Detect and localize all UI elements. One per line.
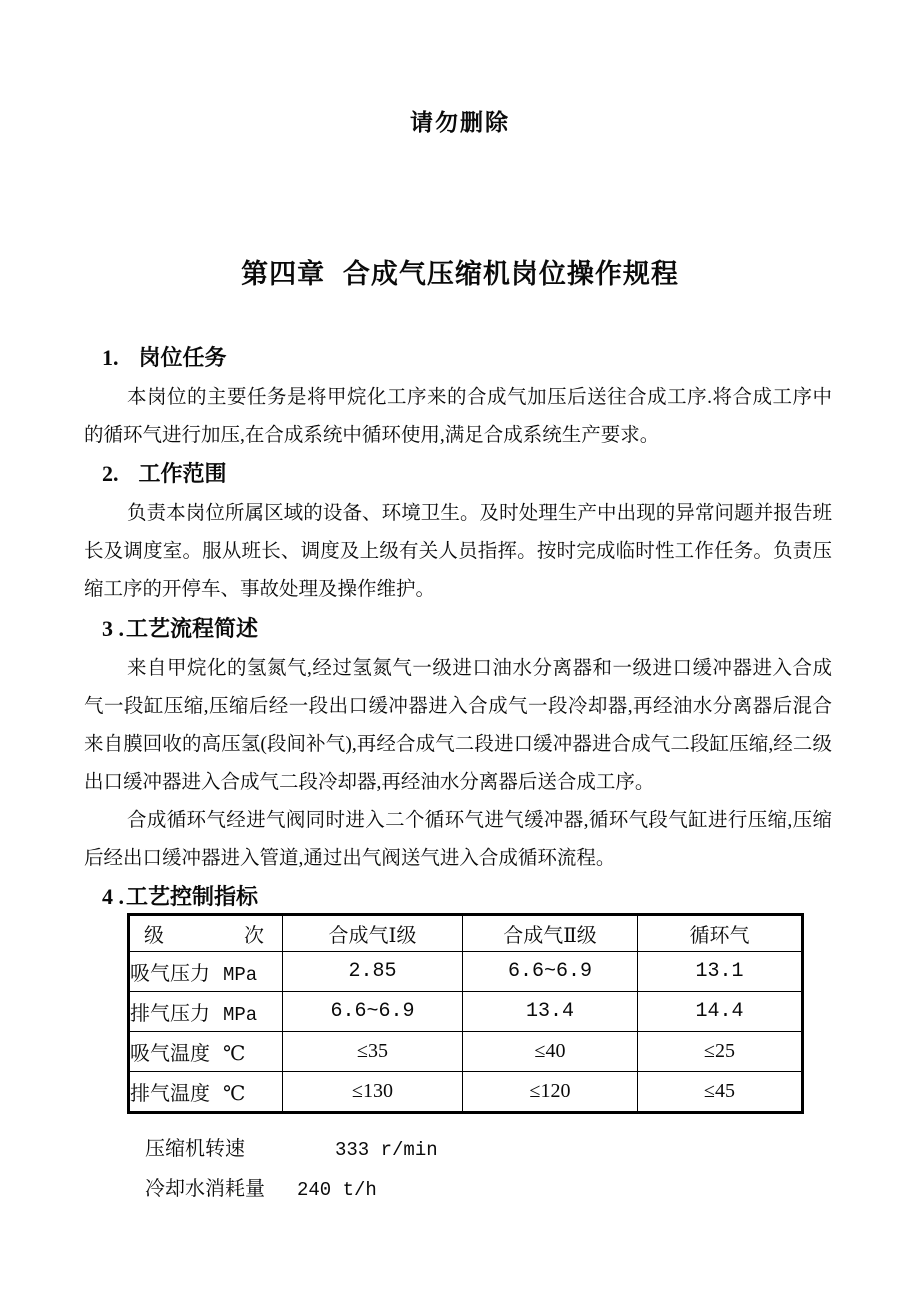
table-row-discharge-temperature: [129, 1072, 803, 1113]
spec-label: 冷却水消耗量: [145, 1178, 265, 1200]
row-unit: MPa: [223, 1004, 258, 1026]
process-control-table: [127, 913, 804, 1114]
section-number: 1.: [102, 345, 119, 370]
section-heading-4: [84, 882, 832, 912]
cell-value: 14.4: [638, 992, 803, 1032]
header-level-cell: [129, 915, 283, 952]
section-title: 工艺流程简述: [126, 616, 259, 641]
cell-value: 6.6~6.9: [463, 952, 638, 992]
spec-value: 333 r/min: [335, 1139, 438, 1161]
cell-value: ≤120: [463, 1072, 638, 1113]
row-label-cell: [129, 952, 283, 992]
section-number: 3 .: [102, 616, 124, 641]
section-heading-2: [84, 459, 832, 489]
header-syngas-stage1: 合成气Ⅰ级: [283, 915, 463, 952]
section-2-paragraph: 负责本岗位所属区域的设备、环境卫生。及时处理生产中出现的异常问题并报告班长及调度室。服从班长、调度及上级有关人员指挥。按时完成临时性工作任务。负责压缩工序的开停车、事故处理及操作维护。: [84, 503, 832, 600]
level-label-right: 次: [244, 925, 264, 947]
header-syngas-stage2: 合成气Ⅱ级: [463, 915, 638, 952]
spec-cooling-water-consumption: [145, 1170, 832, 1210]
level-label-left: 级: [144, 925, 164, 947]
section-3-paragraph-1: 来自甲烷化的氢氮气,经过氢氮气一级进口油水分离器和一级进口缓冲器进入合成气一段缸压缩,压缩后经一段出口缓冲器进入合成气一段冷却器,再经油水分离器后混合来自膜回收的高压氢(段间补气),再经合成气二段进口缓冲器进合成气二段缸压缩,经二级出口缓冲器进入合成气二段冷却器,再经油水分离器后送合成工序。: [84, 658, 832, 793]
section-heading-1: [84, 343, 832, 373]
cell-value: ≤25: [638, 1032, 803, 1072]
row-label: 吸气温度: [130, 1043, 210, 1065]
document-body: [84, 338, 832, 1210]
row-unit: MPa: [223, 964, 258, 986]
table-header-row: [129, 915, 803, 952]
cell-value: ≤130: [283, 1072, 463, 1113]
do-not-delete-notice: 请勿删除: [410, 110, 510, 135]
section-title: 工艺控制指标: [126, 884, 259, 909]
spec-compressor-speed: [145, 1130, 832, 1170]
section-1-paragraph: 本岗位的主要任务是将甲烷化工序来的合成气加压后送往合成工序.将合成工序中的循环气进行加压,在合成系统中循环使用,满足合成系统生产要求。: [84, 387, 832, 446]
row-label: 排气压力: [130, 1003, 210, 1025]
section-3-paragraph-2: 合成循环气经进气阀同时进入二个循环气进气缓冲器,循环气段气缸进行压缩,压缩后经出口缓冲器进入管道,通过出气阀送气进入合成循环流程。: [84, 810, 832, 869]
row-unit: ℃: [223, 1043, 246, 1065]
cell-value: ≤40: [463, 1032, 638, 1072]
table-row-discharge-pressure: [129, 992, 803, 1032]
row-label-cell: [129, 992, 283, 1032]
cell-value: ≤45: [638, 1072, 803, 1113]
row-unit: ℃: [223, 1083, 246, 1105]
cell-value: 13.4: [463, 992, 638, 1032]
page-title: 第四章 合成气压缩机岗位操作规程: [241, 259, 679, 289]
cell-value: ≤35: [283, 1032, 463, 1072]
spec-value: 240 t/h: [297, 1179, 377, 1201]
table-row-suction-pressure: [129, 952, 803, 992]
section-title: 岗位任务: [138, 345, 227, 370]
row-label-cell: [129, 1072, 283, 1113]
section-number: 4 .: [102, 884, 124, 909]
row-label-cell: [129, 1032, 283, 1072]
cell-value: 2.85: [283, 952, 463, 992]
header-recycle-gas: 循环气: [638, 915, 803, 952]
row-label: 吸气压力: [130, 963, 210, 985]
section-heading-3: [84, 614, 832, 644]
cell-value: 6.6~6.9: [283, 992, 463, 1032]
section-number: 2.: [102, 461, 119, 486]
section-title: 工作范围: [138, 461, 227, 486]
machine-specs: [145, 1130, 832, 1210]
cell-value: 13.1: [638, 952, 803, 992]
row-label: 排气温度: [130, 1083, 210, 1105]
table-row-suction-temperature: [129, 1032, 803, 1072]
spec-label: 压缩机转速: [145, 1138, 245, 1160]
